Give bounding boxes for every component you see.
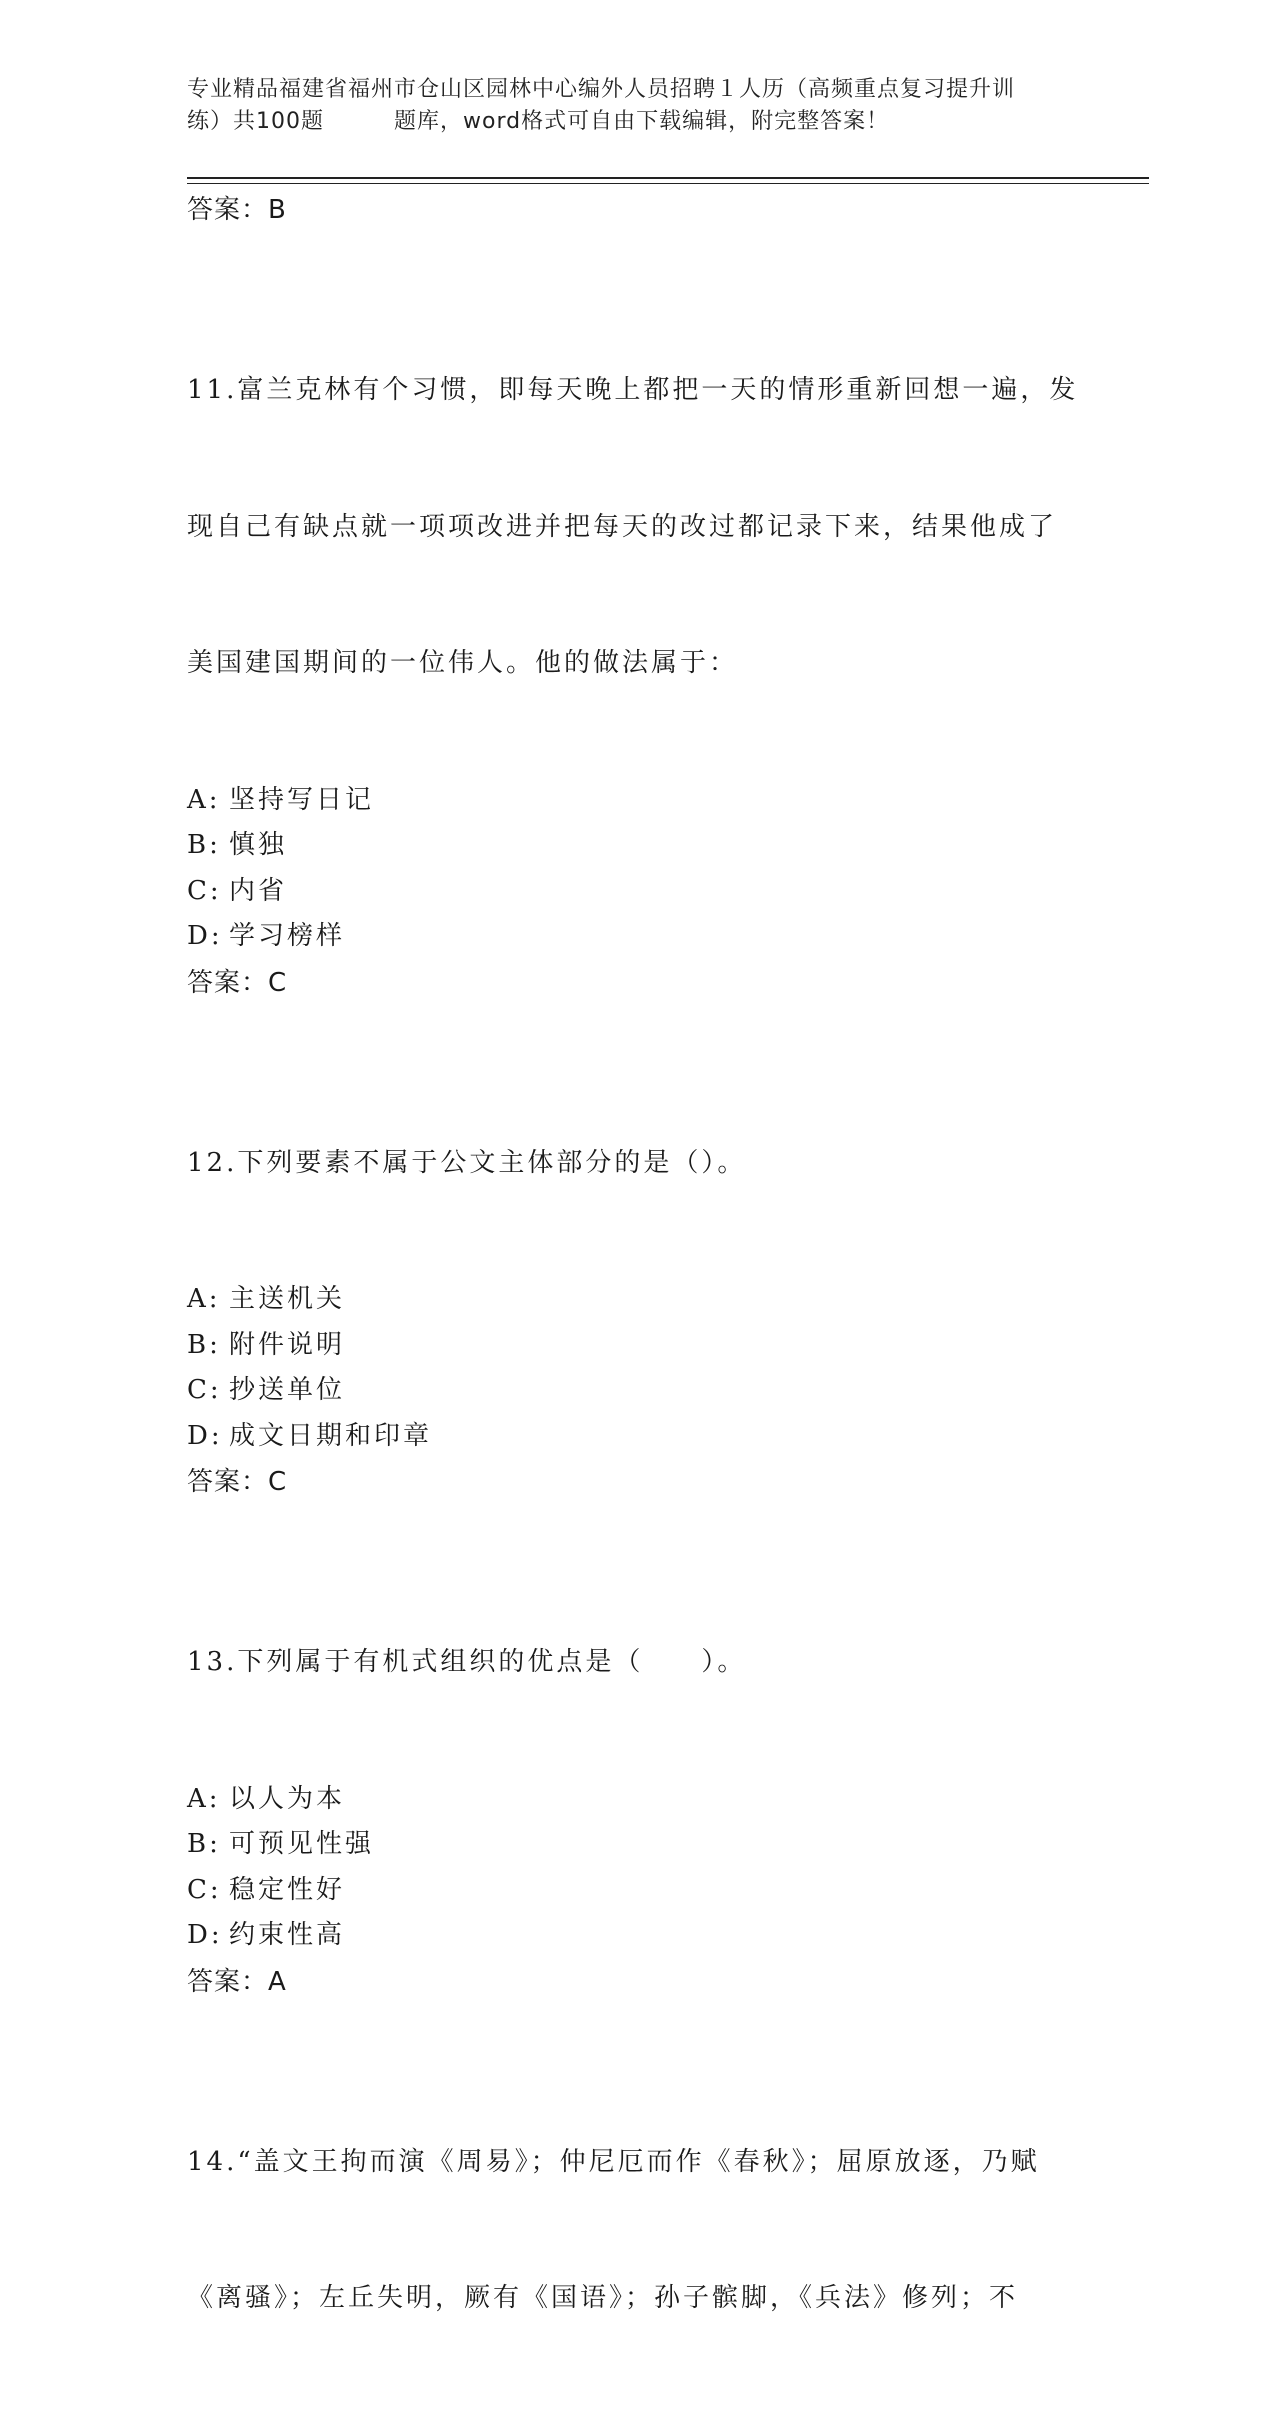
question-stem-line: 《离骚》；左丘失明，厥有《国语》；孙子髌脚，《兵法》修列；不 bbox=[187, 2283, 1019, 2313]
option-a bbox=[187, 1277, 1087, 1323]
option-d bbox=[187, 914, 1087, 960]
page-header bbox=[187, 74, 1087, 138]
option-b bbox=[187, 1323, 1087, 1369]
option-letter: B: bbox=[187, 830, 221, 860]
question-stem bbox=[187, 1549, 1087, 1777]
question-stem-line: 美国建国期间的一位伟人。他的做法属于： bbox=[187, 648, 739, 678]
question-list bbox=[187, 187, 1087, 2413]
question-stem bbox=[187, 2049, 1087, 2413]
option-text: 以人为本 bbox=[229, 1783, 346, 1814]
header-title-line-1: 专业精品福建省福州市仓山区园林中心编外人员招聘１人历（高频重点复习提升训 bbox=[187, 77, 1016, 102]
option-letter: A: bbox=[187, 1783, 221, 1814]
option-letter: C: bbox=[187, 875, 222, 906]
question-answer: 答案：C bbox=[187, 967, 288, 998]
option-letter: A: bbox=[187, 784, 221, 815]
question-item bbox=[187, 2049, 1087, 2413]
header-divider-thin bbox=[187, 183, 1149, 184]
option-letter: B: bbox=[187, 1329, 221, 1360]
option-a bbox=[187, 1777, 1087, 1823]
option-letter: D: bbox=[187, 921, 223, 951]
question-stem-line: 现自己有缺点就一项项改进并把每天的改过都记录下来，结果他成了 bbox=[187, 511, 1058, 542]
option-letter: B: bbox=[187, 1829, 221, 1859]
question-stem bbox=[187, 277, 1087, 778]
option-text: 内省 bbox=[229, 875, 288, 906]
option-d bbox=[187, 1913, 1087, 1959]
option-text: 附件说明 bbox=[229, 1329, 346, 1360]
option-text: 学习榜样 bbox=[229, 921, 346, 951]
option-b bbox=[187, 1822, 1087, 1868]
option-a bbox=[187, 778, 1087, 824]
question-answer: 答案：A bbox=[187, 1966, 287, 1997]
option-letter: D: bbox=[187, 1920, 223, 1950]
question-answer: 答案：C bbox=[187, 1467, 288, 1497]
option-text: 主送机关 bbox=[229, 1284, 346, 1314]
option-c bbox=[187, 1868, 1087, 1914]
option-letter: C: bbox=[187, 1375, 222, 1405]
option-letter: D: bbox=[187, 1420, 223, 1451]
option-letter: C: bbox=[187, 1874, 222, 1905]
option-c bbox=[187, 1368, 1087, 1414]
option-text: 稳定性好 bbox=[229, 1874, 346, 1905]
question-item bbox=[187, 1549, 1087, 2005]
header-title-line-2 bbox=[187, 106, 1087, 138]
option-text: 慎独 bbox=[229, 830, 288, 860]
option-text: 坚持写日记 bbox=[229, 784, 375, 815]
question-item bbox=[187, 1050, 1087, 1506]
question-stem-line: 11.富兰克林有个习惯，即每天晚上都把一天的情形重新回想一遍，发 bbox=[187, 375, 1079, 405]
option-text: 成文日期和印章 bbox=[229, 1420, 433, 1451]
option-text: 抄送单位 bbox=[229, 1375, 346, 1405]
option-d bbox=[187, 1414, 1087, 1460]
header-divider-thick bbox=[187, 177, 1149, 179]
option-b bbox=[187, 823, 1087, 869]
question-stem-line: 13.下列属于有机式组织的优点是（ ）。 bbox=[187, 1647, 747, 1677]
option-c bbox=[187, 869, 1087, 915]
question-stem-line: 14.“盖文王拘而演《周易》；仲尼厄而作《春秋》；屈原放逐，乃赋 bbox=[187, 2146, 1040, 2177]
question-stem bbox=[187, 1050, 1087, 1278]
header-title-line-2-part-2: 题库，word格式可自由下载编辑，附完整答案！ bbox=[394, 109, 890, 134]
option-text: 约束性高 bbox=[229, 1920, 346, 1950]
header-title-line-2-part-1: 练）共100题 bbox=[187, 109, 324, 134]
option-letter: A: bbox=[187, 1284, 221, 1314]
option-text: 可预见性强 bbox=[229, 1829, 375, 1859]
question-item bbox=[187, 277, 1087, 1006]
previous-question-answer: 答案：B bbox=[187, 195, 287, 225]
question-stem-line: 12.下列要素不属于公文主体部分的是（）。 bbox=[187, 1147, 747, 1178]
